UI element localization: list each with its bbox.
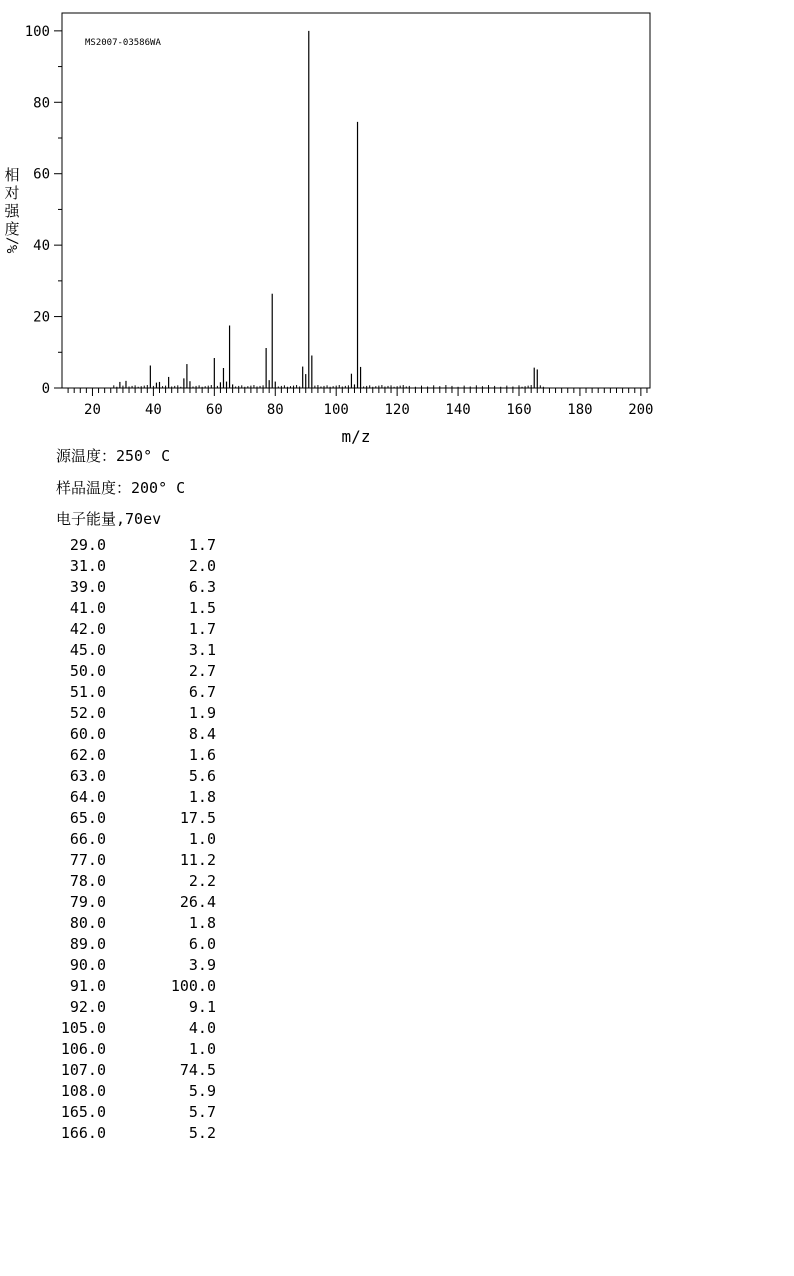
peak-intensity: 2.2 [188, 872, 216, 890]
peak-mz: 62.0 [69, 746, 106, 764]
peak-mz: 166.0 [60, 1124, 106, 1142]
peak-intensity: 1.7 [188, 620, 216, 638]
peak-intensity: 4.0 [188, 1019, 216, 1037]
peak-mz: 108.0 [60, 1082, 106, 1100]
table-row [50, 998, 220, 1019]
peak-mz: 105.0 [60, 1019, 106, 1037]
peak-mz: 80.0 [69, 914, 106, 932]
peak-intensity: 100.0 [170, 977, 216, 995]
peak-table [50, 536, 220, 1145]
peak-mz: 107.0 [60, 1061, 106, 1079]
y-tick-label: 80 [33, 95, 50, 112]
peak-intensity: 5.2 [188, 1124, 216, 1142]
electron-energy: 电子能量,70ev [56, 510, 162, 528]
peak-mz: 65.0 [69, 809, 106, 827]
peak-intensity: 2.0 [188, 557, 216, 575]
plot-frame [62, 13, 650, 388]
x-axis-label: m/z [341, 427, 371, 446]
table-row [50, 788, 220, 809]
peak-intensity: 2.7 [188, 662, 216, 680]
peak-intensity: 1.8 [188, 788, 216, 806]
x-tick-label: 120 [384, 402, 410, 418]
peak-mz: 51.0 [69, 683, 106, 701]
y-axis-label [4, 166, 21, 253]
table-row [50, 704, 220, 725]
peak-mz: 41.0 [69, 599, 106, 617]
table-row [50, 935, 220, 956]
y-tick-label: 40 [33, 238, 50, 255]
peak-mz: 89.0 [69, 935, 106, 953]
table-row [50, 725, 220, 746]
table-row [50, 809, 220, 830]
table-row [50, 1082, 220, 1103]
table-row [50, 662, 220, 683]
peak-intensity: 6.0 [188, 935, 216, 953]
peak-intensity: 1.6 [188, 746, 216, 764]
source-temperature: 源温度：250° C [56, 447, 171, 465]
table-row [50, 914, 220, 935]
peak-mz: 91.0 [69, 977, 106, 995]
peak-mz: 63.0 [69, 767, 106, 785]
peak-intensity: 17.5 [179, 809, 216, 827]
peak-intensity: 5.7 [188, 1103, 216, 1121]
x-tick-label: 80 [266, 402, 284, 418]
table-row [50, 1040, 220, 1061]
peak-mz: 52.0 [69, 704, 106, 722]
table-row [50, 830, 220, 851]
peak-intensity: 11.2 [179, 851, 216, 869]
peak-intensity: 74.5 [179, 1061, 216, 1079]
y-axis-ticks [25, 24, 62, 397]
peak-intensity: 1.0 [188, 1040, 216, 1058]
peak-mz: 77.0 [69, 851, 106, 869]
peak-intensity: 8.4 [188, 725, 216, 743]
peak-mz: 60.0 [69, 725, 106, 743]
x-tick-label: 60 [205, 402, 223, 418]
table-row [50, 620, 220, 641]
peak-mz: 29.0 [69, 536, 106, 554]
y-label-char: 强 [4, 202, 20, 220]
table-row [50, 599, 220, 620]
x-tick-label: 140 [445, 402, 471, 418]
table-row [50, 977, 220, 998]
table-row [50, 746, 220, 767]
peak-intensity: 1.8 [188, 914, 216, 932]
peak-mz: 165.0 [60, 1103, 106, 1121]
peak-mz: 64.0 [69, 788, 106, 806]
peak-intensity: 5.9 [188, 1082, 216, 1100]
x-tick-label: 20 [84, 402, 101, 418]
peak-mz: 90.0 [69, 956, 106, 974]
table-row [50, 641, 220, 662]
y-label-char: 对 [4, 184, 20, 202]
peak-mz: 45.0 [69, 641, 106, 659]
peak-intensity: 1.5 [188, 599, 216, 617]
peak-mz: 78.0 [69, 872, 106, 890]
x-tick-label: 160 [506, 402, 532, 418]
y-tick-label: 100 [24, 23, 50, 40]
table-row [50, 683, 220, 704]
peak-mz: 106.0 [60, 1040, 106, 1058]
table-row [50, 536, 220, 557]
peak-mz: 50.0 [69, 662, 106, 680]
peak-intensity: 3.9 [188, 956, 216, 974]
table-row [50, 893, 220, 914]
table-row [50, 578, 220, 599]
peak-mz: 92.0 [69, 998, 106, 1016]
peak-mz: 79.0 [69, 893, 106, 911]
y-tick-label: 0 [41, 381, 50, 397]
x-tick-label: 100 [323, 402, 349, 418]
peak-lines [120, 31, 537, 388]
peak-mz: 31.0 [69, 557, 106, 575]
x-tick-label: 40 [144, 402, 162, 418]
peak-mz: 66.0 [69, 830, 106, 848]
minor-ticks [58, 67, 647, 393]
peak-intensity: 1.7 [188, 536, 216, 554]
y-tick-label: 20 [33, 309, 50, 326]
table-row [50, 872, 220, 893]
peak-mz: 39.0 [69, 578, 106, 596]
y-label-unit: %/ [5, 236, 21, 254]
peak-intensity: 1.0 [188, 830, 216, 848]
x-tick-label: 200 [628, 402, 654, 418]
peak-intensity: 9.1 [188, 998, 216, 1016]
table-row [50, 851, 220, 872]
peak-intensity: 1.9 [188, 704, 216, 722]
peak-intensity: 5.6 [188, 767, 216, 785]
table-row [50, 767, 220, 788]
spectrum-id: MS2007-03586WA [85, 38, 161, 48]
peak-intensity: 26.4 [179, 893, 216, 911]
table-row [50, 1019, 220, 1040]
x-tick-label: 180 [567, 402, 593, 418]
sample-temperature: 样品温度：200° C [56, 479, 186, 497]
table-row [50, 956, 220, 977]
peak-intensity: 3.1 [188, 641, 216, 659]
peak-intensity: 6.3 [188, 578, 216, 596]
y-tick-label: 60 [33, 166, 50, 183]
mass-spectrum-chart [0, 0, 794, 450]
y-label-char: 度 [4, 220, 20, 238]
y-label-char: 相 [4, 166, 20, 184]
table-row [50, 1061, 220, 1082]
peak-intensity: 6.7 [188, 683, 216, 701]
table-row [50, 557, 220, 578]
peak-mz: 42.0 [69, 620, 106, 638]
table-row [50, 1103, 220, 1124]
table-row [50, 1124, 220, 1145]
